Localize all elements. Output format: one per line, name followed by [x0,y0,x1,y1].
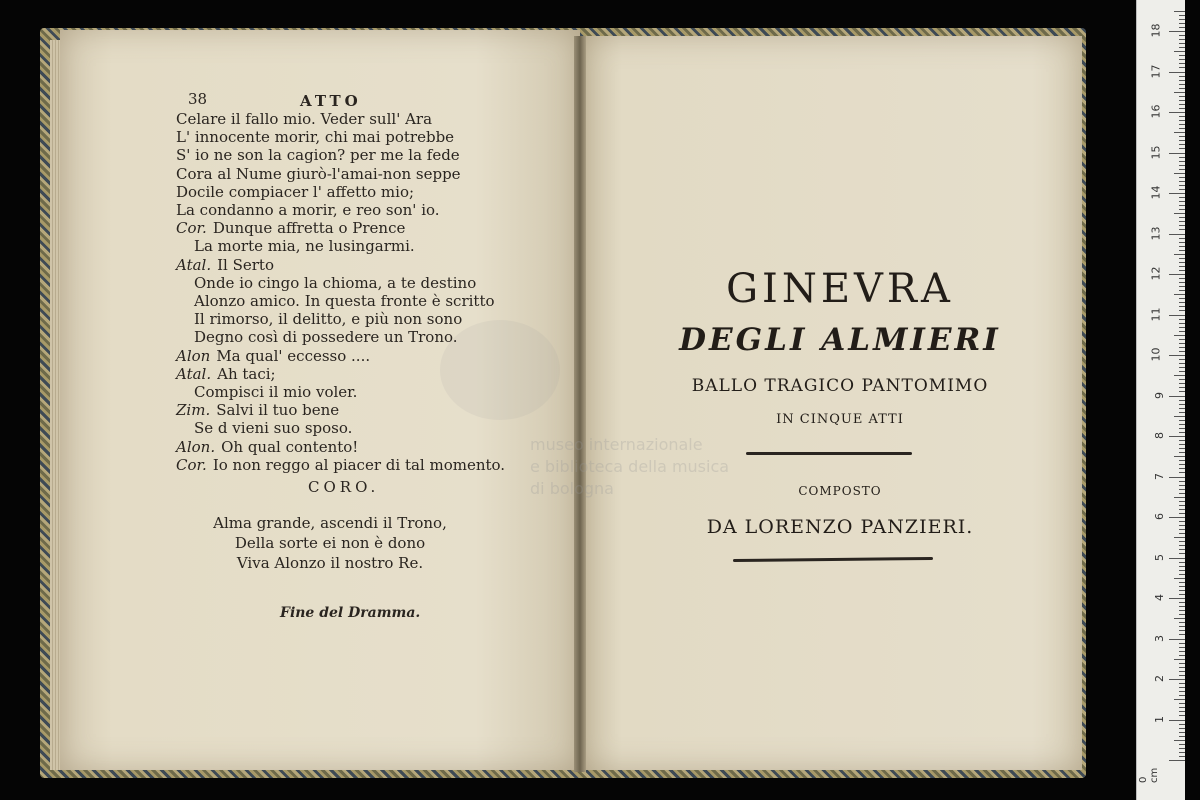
ruler-tick [1179,221,1185,222]
verse-text: Onde io cingo la chioma, a te destino [194,273,477,292]
ruler-tick [1179,157,1185,158]
ruler-tick [1179,347,1185,348]
ruler-tick [1169,72,1185,73]
ruler-number: 13 [1149,226,1163,240]
ruler-tick [1179,464,1185,465]
ruler-tick [1179,509,1185,510]
ruler-tick [1179,76,1185,77]
ruler-tick [1179,242,1185,243]
ruler-tick [1179,732,1185,733]
ruler-tick [1179,408,1185,409]
verse-line [176,347,505,365]
ruler-tick [1179,643,1185,644]
ruler-tick [1179,63,1185,64]
ruler-tick [1179,209,1185,210]
ruler-number: 1 [1153,715,1166,723]
ruler-tick [1169,517,1185,518]
verse-line [176,165,505,183]
ruler-tick [1169,355,1185,356]
ruler-number: 4 [1153,594,1166,601]
fine-del-dramma: Fine del Dramma. [280,605,421,621]
verse-text: Dunque affretta o Prence [212,219,406,238]
ruler-tick [1179,525,1185,526]
speaker-label: Alon. [176,437,216,456]
ruler-number: 3 [1153,634,1166,642]
ruler-tick [1179,205,1185,206]
ruler-tick [1179,440,1185,441]
verse-text: Il rimorso, il delitto, e più non sono [194,310,463,329]
ruler-tick [1179,695,1185,696]
verse-text: Compisci il mio voler. [194,383,358,402]
ruler-tick [1179,359,1185,360]
ruler-tick [1179,448,1185,449]
verse-line [176,183,505,201]
verse-line [176,456,505,474]
verse-text: Il Serto [217,255,274,274]
ruler-tick [1169,639,1185,640]
ruler-tick [1179,715,1185,716]
ruler-tick [1179,250,1185,251]
verse-line [176,201,505,219]
ruler-tick [1174,659,1185,660]
verse-line [176,256,505,274]
verse-text: S' io ne son la cagion? per me la fede [176,146,460,165]
ruler-tick [1179,590,1185,591]
ruler-tick [1174,254,1185,255]
ruler-tick [1179,614,1185,615]
ruler-tick [1179,27,1185,28]
ruler-tick [1179,626,1185,627]
ruler-tick [1169,153,1185,154]
ruler-tick [1179,489,1185,490]
ruler-tick [1179,367,1185,368]
ruler-tick [1179,667,1185,668]
ruler-tick [1179,197,1185,198]
ruler-tick [1179,258,1185,259]
ruler-tick [1179,748,1185,749]
ruler-tick [1179,84,1185,85]
book-gutter [574,36,586,772]
ruler-tick [1174,456,1185,457]
verse-line [176,328,505,346]
ruler-tick [1179,144,1185,145]
ruler-tick [1179,610,1185,611]
ruler-tick [1179,582,1185,583]
ruler-tick [1174,335,1185,336]
ruler-tick [1169,436,1185,437]
ruler-tick [1179,286,1185,287]
ruler-tick [1179,566,1185,567]
ruler-tick [1179,319,1185,320]
ruler-tick [1174,11,1185,12]
ruler-tick [1179,756,1185,757]
decorative-rule [746,452,912,455]
author-line: DA LORENZO PANZIERI. [706,516,974,538]
verse-text: Se d vieni suo sposo. [194,419,353,438]
ruler-tick [1179,634,1185,635]
ruler-tick [1179,707,1185,708]
ruler-tick [1179,327,1185,328]
verse-lines [176,110,505,474]
ruler-tick [1179,485,1185,486]
ruler-tick [1169,760,1185,761]
ruler-tick [1179,655,1185,656]
ruler-tick [1179,302,1185,303]
ruler-tick [1179,290,1185,291]
ruler-tick [1179,15,1185,16]
ruler-tick [1179,432,1185,433]
ruler-tick [1174,213,1185,214]
ruler-tick [1179,298,1185,299]
ruler-tick [1179,460,1185,461]
ruler-tick [1179,724,1185,725]
chorus-block [180,513,480,573]
verse-text: Celare il fallo mio. Veder sull' Ara [176,110,433,128]
verse-line [176,419,505,437]
ruler-tick [1179,683,1185,684]
ruler-tick [1169,112,1185,113]
ruler-number: 12 [1149,266,1163,281]
ruler-tick [1179,505,1185,506]
ruler-tick [1179,181,1185,182]
speaker-label: Atal. [176,364,212,383]
ruler-tick [1179,246,1185,247]
ruler-tick [1179,136,1185,137]
acts-label: IN CINQUE ATTI [776,412,904,427]
ruler-tick [1179,574,1185,575]
ruler-number: 15 [1149,145,1163,159]
ruler-tick [1179,424,1185,425]
verse-text: La condanno a morir, e reo son' io. [176,201,440,220]
speaker-label: Zim. [176,401,211,420]
ruler-tick [1179,165,1185,166]
ruler-tick [1169,234,1185,235]
ruler-tick [1179,161,1185,162]
ruler-tick [1179,744,1185,745]
ruler-tick [1179,675,1185,676]
ruler-tick [1179,120,1185,121]
ruler-tick [1179,169,1185,170]
ruler-tick [1179,703,1185,704]
ruler-tick [1179,549,1185,550]
ruler-tick [1179,736,1185,737]
ruler-number: 18 [1149,23,1163,38]
ruler-number: 17 [1149,64,1163,78]
ruler-tick [1179,541,1185,542]
ruler-tick [1179,343,1185,344]
ruler-tick [1174,497,1185,498]
verse-text: Ma qual' eccesso .... [216,346,371,365]
ruler-tick [1174,537,1185,538]
ruler-tick [1179,452,1185,453]
ruler-tick [1169,31,1185,32]
ruler-tick [1179,35,1185,36]
ruler-tick [1179,428,1185,429]
ruler-tick [1174,375,1185,376]
verse-text: Io non reggo al piacer di tal momento. [212,455,506,474]
watermark-line: e biblioteca della musica [530,457,730,476]
ruler-tick [1174,740,1185,741]
speaker-label: Atal. [176,255,212,274]
verse-line [176,365,505,383]
ruler-tick [1179,331,1185,332]
chorus-line: Alma grande, ascendi il Trono, [213,514,447,532]
ruler-tick [1174,92,1185,93]
verse-text: Docile compiacer l' affetto mio; [176,182,415,201]
ruler-unit: 0 cm [1138,767,1160,783]
ruler-tick [1179,262,1185,263]
verse-line [176,292,505,310]
subtitle-ballo: BALLO TRAGICO PANTOMIMO [691,376,989,396]
verse-text: Ah taci; [217,364,276,383]
ruler-number: 11 [1149,307,1163,321]
ruler-tick [1179,282,1185,283]
ruler-tick [1179,529,1185,530]
watermark-line: di bologna [530,479,614,498]
verse-line [176,237,505,255]
title-ginevra: GINEVRA [726,266,954,312]
ruler-tick [1179,383,1185,384]
chorus-line: Viva Alonzo il nostro Re. [236,554,424,572]
ruler-tick [1179,104,1185,105]
verse-line [176,128,505,146]
ruler-number: 5 [1153,553,1166,561]
speaker-label: Cor. [176,455,207,474]
ruler-tick [1179,545,1185,546]
ruler-tick [1179,278,1185,279]
ruler-tick [1179,177,1185,178]
coro-heading: CORO. [308,478,380,496]
verse-text: Cora al Nume giurò-l'amai-non seppe [176,164,461,183]
ruler-tick [1179,371,1185,372]
ruler-tick [1179,711,1185,712]
verse-line [176,310,505,328]
ruler-tick [1169,315,1185,316]
ruler-tick [1179,19,1185,20]
verse-text: L' innocente morir, chi mai potrebbe [176,128,455,147]
ruler-tick [1179,59,1185,60]
ruler-tick [1179,201,1185,202]
ruler-tick [1179,229,1185,230]
ruler-tick [1179,570,1185,571]
page-number: 38 [188,90,208,108]
ruler-tick [1179,55,1185,56]
ruler-tick [1179,100,1185,101]
ruler-number: 10 [1149,347,1163,362]
right-page [582,36,1082,770]
verse-line [176,274,505,292]
speaker-label: Alon [176,346,211,365]
ruler-tick [1179,47,1185,48]
verse-line [176,383,505,401]
ruler-tick [1179,622,1185,623]
ruler-tick [1179,606,1185,607]
ruler-tick [1179,43,1185,44]
ruler-tick [1179,521,1185,522]
verse-line [176,146,505,164]
ruler-tick [1179,116,1185,117]
ruler-number: 2 [1153,675,1166,682]
ruler-tick [1179,630,1185,631]
ruler-tick [1174,578,1185,579]
verse-text: La morte mia, ne lusingarmi. [194,237,415,256]
ruler-tick [1169,477,1185,478]
ruler-tick [1179,501,1185,502]
ruler-number: 14 [1149,185,1163,200]
ruler-tick [1179,391,1185,392]
ruler-tick [1179,562,1185,563]
ruler-tick [1169,598,1185,599]
verse-text: Salvi il tuo bene [216,401,340,420]
ruler-number: 9 [1153,391,1166,399]
composto-label: COMPOSTO [798,484,882,498]
ruler-tick [1179,270,1185,271]
ruler-tick [1179,420,1185,421]
ruler-tick [1179,691,1185,692]
ruler-tick [1169,679,1185,680]
ruler-tick [1174,294,1185,295]
ruler-tick [1179,266,1185,267]
watermark-line: museo internazionale [530,435,703,454]
ruler-tick [1179,128,1185,129]
ruler-tick [1179,379,1185,380]
ruler-tick [1179,225,1185,226]
ruler-tick [1179,351,1185,352]
ruler-tick [1179,513,1185,514]
verse-text: Alonzo amico. In questa fronte è scritto [194,292,495,311]
running-head: ATTO [300,92,362,110]
ruler-tick [1179,238,1185,239]
ruler-tick [1179,23,1185,24]
ruler-tick [1169,396,1185,397]
ruler-tick [1179,310,1185,311]
ruler-tick [1179,400,1185,401]
ruler-tick [1169,274,1185,275]
verse-line [176,401,505,419]
ruler-tick [1169,558,1185,559]
title-degli-almieri: DEGLI ALMIERI [679,322,1001,358]
ruler-tick [1169,720,1185,721]
ruler-tick [1179,148,1185,149]
verse-text: Oh qual contento! [221,437,359,456]
ruler-tick [1174,132,1185,133]
ruler-tick [1179,472,1185,473]
ruler-tick [1179,728,1185,729]
verse-line [176,219,505,237]
ruler-tick [1179,594,1185,595]
ruler-tick [1179,339,1185,340]
ruler-tick [1179,687,1185,688]
ruler-tick [1179,602,1185,603]
ruler-tick [1179,663,1185,664]
ruler-tick [1179,363,1185,364]
ruler-tick [1179,533,1185,534]
ruler-tick [1179,651,1185,652]
ruler-tick [1174,173,1185,174]
ruler-tick [1179,88,1185,89]
ruler-tick [1179,671,1185,672]
ruler-tick [1179,468,1185,469]
ruler-tick [1174,699,1185,700]
ruler-tick [1179,323,1185,324]
ruler-tick [1179,108,1185,109]
ruler-tick [1179,124,1185,125]
ruler-tick [1179,493,1185,494]
ruler-tick [1179,140,1185,141]
ruler-tick [1179,404,1185,405]
ruler-tick [1169,193,1185,194]
ruler-tick [1179,647,1185,648]
chorus-line: Della sorte ei non è dono [234,534,426,552]
ruler-tick [1179,387,1185,388]
ruler-tick [1174,51,1185,52]
ruler-number: 6 [1153,513,1166,520]
ruler-tick [1179,189,1185,190]
ruler-tick [1179,306,1185,307]
verse-line [176,110,505,128]
scale-ruler [1136,0,1185,800]
ruler-tick [1179,185,1185,186]
ruler-tick [1179,553,1185,554]
ruler-tick [1179,217,1185,218]
ruler-tick [1179,481,1185,482]
ruler-tick [1179,67,1185,68]
ruler-tick [1179,96,1185,97]
ruler-tick [1179,586,1185,587]
verse-line [176,438,505,456]
ruler-tick [1179,412,1185,413]
ruler-number: 7 [1153,472,1166,480]
speaker-label: Cor. [176,219,207,238]
verse-text: Degno così di possedere un Trono. [194,328,458,347]
ruler-tick [1174,416,1185,417]
ruler-number: 16 [1149,104,1163,119]
ruler-tick [1174,618,1185,619]
ruler-tick [1179,39,1185,40]
ruler-tick [1179,444,1185,445]
ruler-number: 8 [1153,432,1166,439]
ruler-tick [1179,80,1185,81]
ruler-tick [1179,752,1185,753]
